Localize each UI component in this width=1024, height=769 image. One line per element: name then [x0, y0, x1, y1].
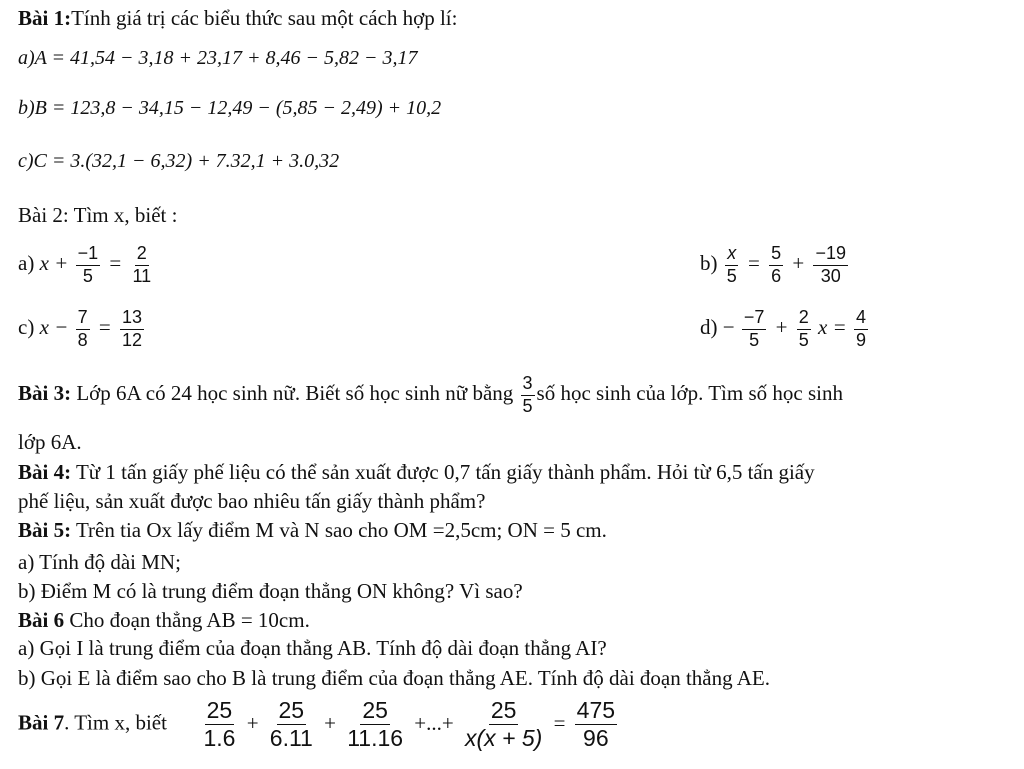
- exercise-4-title: Bài 4:: [18, 460, 72, 484]
- exercise-3-line2: lớp 6A.: [18, 430, 82, 454]
- exercise-4-line1: [18, 460, 815, 484]
- expr-2a-x: x +: [39, 251, 69, 276]
- dots-7: +...+: [414, 710, 454, 735]
- exercise-6-text: Cho đoạn thẳng AB = 10cm.: [64, 608, 310, 632]
- frac-2c-2-den: 12: [121, 329, 142, 350]
- frac-2a-2-den: 11: [132, 265, 152, 286]
- frac-2b-2-num: 5: [769, 244, 783, 266]
- exercise-1-title: Bài 1:: [18, 6, 72, 30]
- frac-2d-2-den: 5: [798, 329, 809, 350]
- exercise-5b: b) Điểm M có là trung điểm đoạn thẳng ON không? Vì sao?: [18, 579, 523, 603]
- label-2b: b): [700, 251, 718, 276]
- frac-2a-1-den: 5: [82, 265, 93, 286]
- exercise-3-text2: số học sinh của lớp. Tìm số học sinh: [536, 381, 843, 406]
- label-2a: a): [18, 251, 35, 276]
- eq-2b: =: [748, 251, 760, 276]
- exercise-3-text1: Lớp 6A có 24 học sinh nữ. Biết số học sinh nữ bằng: [71, 381, 514, 406]
- frac-3-num: 3: [521, 374, 535, 396]
- exercise-7-title: Bài 7: [18, 710, 65, 735]
- frac-7-4-num: 25: [489, 698, 519, 725]
- frac-2c-1-den: 8: [77, 329, 88, 350]
- plus-2d: +: [775, 315, 788, 340]
- frac-2d-3-num: 4: [854, 308, 868, 330]
- expr-2d-x: x =: [817, 315, 847, 340]
- exercise-5-title: Bài 5:: [18, 518, 72, 542]
- eq-2c: =: [98, 315, 111, 340]
- exercise-5a: a) Tính độ dài MN;: [18, 550, 181, 574]
- label-2c: c): [18, 315, 35, 340]
- exercise-5-text: Trên tia Ox lấy điểm M và N sao cho OM =2,5cm; ON = 5 cm.: [71, 518, 607, 542]
- exercise-4-line2: phế liệu, sản xuất được bao nhiêu tấn giấy thành phẩm?: [18, 489, 486, 513]
- frac-2d-1-num: −7: [742, 308, 767, 330]
- frac-7-5-num: 475: [575, 698, 617, 725]
- frac-2d-3-den: 9: [855, 329, 866, 350]
- exercise-1b: b)B = 123,8 − 34,15 − 12,49 − (5,85 − 2,49) + 10,2: [18, 97, 442, 119]
- frac-2a-2-num: 2: [135, 244, 149, 266]
- label-2d: d): [700, 315, 718, 340]
- exercise-7: Bài 7. Tìm x, biết $\frac{25}{1.6}$ + $\frac{25}{6.11}$ + $\frac{25}{11.16}$ +...+ $\frac{25}{x(x + 5)}$ = $\frac{475}{96}$: [18, 697, 616, 752]
- expr-2c-x: x −: [39, 315, 69, 340]
- frac-7-2-num: 25: [277, 698, 307, 725]
- exercise-5-heading: [18, 518, 607, 542]
- frac-2b-3-num: −19: [813, 244, 848, 266]
- exercise-6-heading: [18, 608, 310, 632]
- minus-2d: −: [722, 315, 735, 340]
- exercise-6b: b) Gọi E là điểm sao cho B là trung điểm của đoạn thẳng AE. Tính độ dài đoạn thẳng AE.: [18, 666, 770, 690]
- frac-2b-1-num: x: [725, 244, 738, 266]
- exercise-1-text: Tính giá trị các biểu thức sau một cách hợp lí:: [71, 6, 458, 30]
- exercise-3-line1: [18, 374, 843, 417]
- exercise-4-text1: Từ 1 tấn giấy phế liệu có thể sản xuất được 0,7 tấn giấy thành phẩm. Hỏi từ 6,5 tấn giấy: [71, 460, 815, 484]
- frac-2a-1-num: −1: [76, 244, 101, 266]
- exercise-2b: [700, 244, 850, 287]
- frac-7-1-den: 1.6: [203, 725, 236, 752]
- exercise-2c: [18, 308, 146, 351]
- exercise-2d: [700, 308, 870, 351]
- plus-2b: +: [792, 251, 805, 276]
- frac-7-5-den: 96: [583, 725, 609, 752]
- frac-7-2-den: 6.11: [269, 725, 313, 752]
- frac-2d-1-den: 5: [749, 329, 760, 350]
- frac-2c-1-num: 7: [76, 308, 90, 330]
- frac-7-3-den: 11.16: [347, 725, 404, 752]
- exercise-1-heading: [18, 6, 457, 30]
- frac-7-3-num: 25: [360, 698, 390, 725]
- exercise-6-title: Bài 6: [18, 608, 65, 632]
- exercise-1a: a)A = 41,54 − 3,18 + 23,17 + 8,46 − 5,82 − 3,17: [18, 47, 418, 69]
- frac-2b-2-den: 6: [771, 265, 782, 286]
- exercise-2a: [18, 244, 155, 287]
- exercise-2-title: Bài 2: Tìm x, biết :: [18, 203, 178, 227]
- exercise-3-title: Bài 3:: [18, 381, 72, 406]
- exercise-7-text: . Tìm x, biết: [64, 710, 167, 735]
- frac-7-4-den: x(x + 5): [464, 725, 543, 752]
- frac-2d-2-num: 2: [797, 308, 811, 330]
- frac-7-1-num: 25: [205, 698, 235, 725]
- frac-2b-1-den: 5: [726, 265, 737, 286]
- frac-2c-2-num: 13: [120, 308, 144, 330]
- eq-2a: =: [109, 251, 122, 276]
- frac-3-den: 5: [522, 395, 533, 416]
- exercise-1c: c)C = 3.(32,1 − 6,32) + 7.32,1 + 3.0,32: [18, 150, 340, 172]
- frac-2b-3-den: 30: [820, 265, 841, 286]
- exercise-6a: a) Gọi I là trung điểm của đoạn thẳng AB. Tính độ dài đoạn thẳng AI?: [18, 636, 607, 660]
- eq-7: =: [553, 710, 566, 735]
